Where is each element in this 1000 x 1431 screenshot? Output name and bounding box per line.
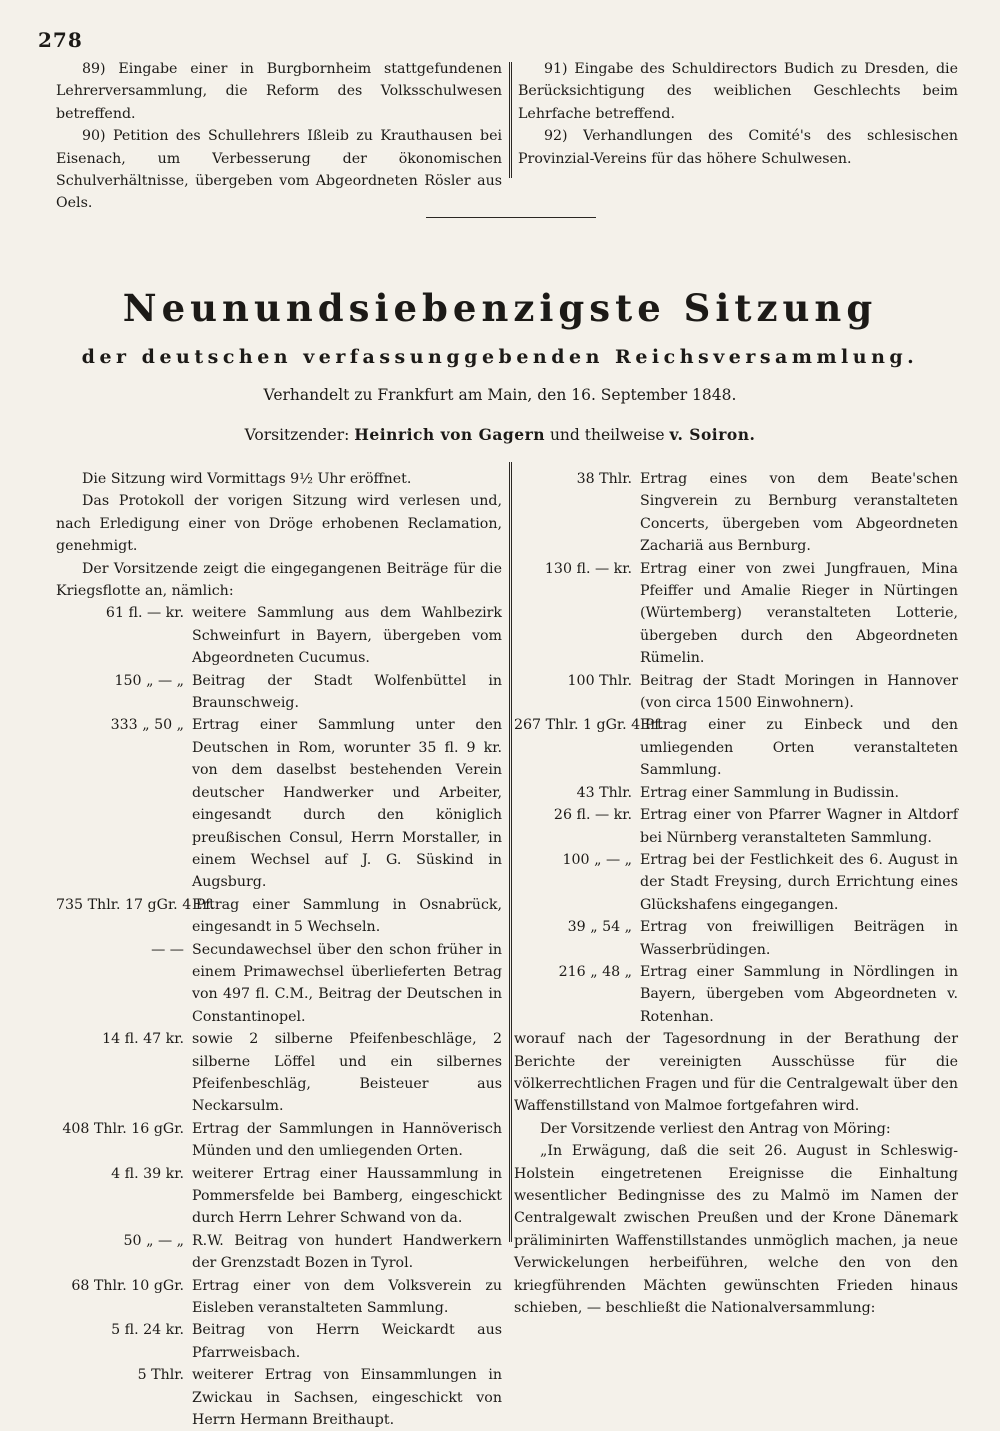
motion-intro: Der Vorsitzende verliest den Antrag von Möring: xyxy=(540,1120,891,1137)
contribution-list-right xyxy=(514,468,958,1028)
contribution-description: Secundawechsel über den schon früher in einem Primawechsel überlieferten Betrag von 497 fl. C.M., Beitrag der Deutschen in Constantinopel. xyxy=(192,941,502,1025)
contribution-description: Ertrag eines von dem Beate'schen Singverein zu Bernburg veranstalteten Concerts, übergeben vom Abgeordneten Zachariä aus Bernburg. xyxy=(640,471,958,555)
petition-92: 92) Verhandlungen des Comité's des schlesischen Provinzial-Vereins für das höhere Schulwesen. xyxy=(518,128,958,167)
column-divider-top xyxy=(509,62,512,178)
contribution-entry xyxy=(514,916,958,961)
contribution-amount: 61 fl. — kr. xyxy=(105,605,184,622)
contribution-amount: 4 fl. 39 kr. xyxy=(111,1165,184,1182)
contribution-description: weitere Sammlung aus dem Wahlbezirk Schweinfurt in Bayern, übergeben vom Abgeordneten Cucumus. xyxy=(192,605,502,667)
session-subtitle: der deutschen verfassunggebenden Reichsversammlung. xyxy=(81,346,919,368)
contribution-description: Ertrag einer Sammlung in Osnabrück, eingesandt in 5 Wechseln. xyxy=(192,896,502,936)
contribution-amount: 39 „ 54 „ xyxy=(567,919,632,936)
place-date: Verhandelt zu Frankfurt am Main, den 16. September 1848. xyxy=(263,386,737,404)
contribution-entry xyxy=(56,1163,502,1230)
contribution-description: Ertrag der Sammlungen in Hannöverisch Münden und den umliegenden Orten. xyxy=(192,1120,502,1160)
contribution-description: Ertrag bei der Festlichkeit des 6. August in der Stadt Freysing, durch Errichtung eines Glückshafens eingegangen. xyxy=(640,851,958,913)
section-divider xyxy=(426,217,596,218)
agenda-continuation: worauf nach der Tagesordnung in der Berathung der Berichte der vereinigten Ausschüsse für die völkerrechtlichen Fragen und für die Centralgewalt über den Waffenstillstand von Malmoe fortgefahren wird. xyxy=(514,1031,958,1115)
page-number: 278 xyxy=(38,28,83,52)
contribution-amount: 735 Thlr. 17 gGr. 4 Pf. xyxy=(56,896,215,913)
contribution-amount: 267 Thlr. 1 gGr. 4 Pf. xyxy=(514,717,664,734)
opening-statement: Die Sitzung wird Vormittags 9½ Uhr eröffnet. xyxy=(82,471,412,487)
contribution-entry xyxy=(56,1364,502,1431)
chair-name: Heinrich von Gagern xyxy=(354,425,546,444)
contribution-entry xyxy=(514,558,958,670)
contribution-description: Ertrag einer von dem Volksverein zu Eisleben veranstalteten Sammlung. xyxy=(192,1277,502,1317)
petition-89: 89) Eingabe einer in Burgbornheim stattgefundenen Lehrerversammlung, die Reform des Volksschulwesen betreffend. xyxy=(56,61,502,122)
contribution-description: weiterer Ertrag von Einsammlungen in Zwickau in Sachsen, eingeschickt von Herrn Hermann Breithaupt. xyxy=(192,1367,502,1429)
contribution-description: Beitrag von Herrn Weickardt aus Pfarrweisbach. xyxy=(192,1322,502,1361)
contribution-amount: 100 „ — „ xyxy=(562,851,632,868)
contribution-entry xyxy=(56,670,502,715)
contribution-description: weiterer Ertrag einer Haussammlung in Pommersfelde bei Bamberg, eingeschickt durch Herrn Lehrer Schwand von da. xyxy=(192,1165,502,1227)
contribution-entry xyxy=(514,849,958,916)
chair-second: v. Soiron. xyxy=(669,425,756,444)
contribution-amount: — — xyxy=(151,941,184,958)
contribution-entry xyxy=(56,1319,502,1364)
contribution-entry xyxy=(56,714,502,893)
contribution-description: Ertrag einer von zwei Jungfrauen, Mina Pfeiffer und Amalie Rieger in Nürtingen (Würtemberg) veranstalteten Lotterie, übergeben durch den Abgeordneten Rümelin. xyxy=(640,560,958,667)
motion-text: „In Erwägung, daß die seit 26. August in Schleswig-Holstein eingetretenen Ereignisse die Einhaltung wesentlicher Bedingnisse des zu Malmö im Namen der Centralgewalt zwischen Preußen und der Krone Dänemark präliminirten Waffenstillstandes unmöglich machen, ja neue Verwickelungen herbeiführen, welche den von den kriegführenden Mächten gewünschten Frieden hinaus schieben, — beschließt die Nationalversammlung: xyxy=(514,1143,958,1317)
contribution-description: Ertrag einer zu Einbeck und den umliegenden Orten veranstalteten Sammlung. xyxy=(640,717,958,779)
contribution-amount: 216 „ 48 „ xyxy=(558,963,632,980)
top-left-column xyxy=(56,58,502,215)
contribution-list-left xyxy=(56,602,502,1431)
chair-mid: und theilweise xyxy=(549,426,665,444)
petition-90: 90) Petition des Schullehrers Ißleib zu Krauthausen bei Eisenach, um Verbesserung der ökonomischen Schulverhältnisse, übergeben vom Abgeordneten Rösler aus Oels. xyxy=(56,128,502,212)
column-divider-bottom xyxy=(509,462,512,1242)
contribution-amount: 408 Thlr. 16 gGr. xyxy=(62,1120,184,1137)
contribution-entry xyxy=(514,961,958,1028)
contribution-amount: 333 „ 50 „ xyxy=(110,717,184,734)
contribution-description: Ertrag einer Sammlung in Budissin. xyxy=(640,784,900,801)
contribution-description: Beitrag der Stadt Moringen in Hannover (von circa 1500 Einwohnern). xyxy=(640,672,958,712)
contribution-amount: 100 Thlr. xyxy=(567,672,632,689)
contribution-entry xyxy=(56,939,502,1029)
contribution-entry xyxy=(56,1275,502,1320)
contribution-description: Ertrag einer Sammlung unter den Deutschen in Rom, worunter 35 fl. 9 kr. von dem daselbst bestehenden Verein deutscher Handwerker und Arbeiter, eingesandt durch den königlich preußischen Consul, Herrn Morstaller, in einem Wechsel auf J. G. Süskind in Augsburg. xyxy=(192,717,502,891)
contribution-amount: 50 „ — „ xyxy=(123,1232,184,1249)
contribution-amount: 5 fl. 24 kr. xyxy=(111,1322,184,1339)
contribution-amount: 26 fl. — kr. xyxy=(553,807,632,824)
contribution-amount: 130 fl. — kr. xyxy=(544,560,632,577)
chair-prefix: Vorsitzender: xyxy=(244,426,350,444)
contribution-entry xyxy=(514,468,958,558)
contribution-entry xyxy=(56,894,502,939)
contribution-description: Ertrag einer von Pfarrer Wagner in Altdorf bei Nürnberg veranstalteten Sammlung. xyxy=(640,807,958,846)
contribution-description: Ertrag einer Sammlung in Nördlingen in Bayern, übergeben vom Abgeordneten v. Rotenhan. xyxy=(640,963,958,1025)
contribution-entry xyxy=(514,714,958,781)
contribution-entry xyxy=(56,1230,502,1275)
contribution-entry xyxy=(514,670,958,715)
lower-right-column xyxy=(514,468,958,1319)
contribution-entry xyxy=(514,804,958,849)
contribution-amount: 5 Thlr. xyxy=(137,1367,184,1384)
contribution-entry xyxy=(56,1028,502,1118)
contribution-amount: 14 fl. 47 kr. xyxy=(102,1031,184,1048)
contribution-description: R.W. Beitrag von hundert Handwerkern der Grenzstadt Bozen in Tyrol. xyxy=(192,1232,502,1272)
chair-line xyxy=(0,425,1000,444)
contribution-amount: 150 „ — „ xyxy=(114,672,184,689)
contribution-description: Beitrag der Stadt Wolfenbüttel in Braunschweig. xyxy=(192,672,502,712)
contribution-entry xyxy=(514,782,958,804)
contribution-amount: 68 Thlr. 10 gGr. xyxy=(71,1277,184,1294)
contributions-intro: Der Vorsitzende zeigt die eingegangenen Beiträge für die Kriegsflotte an, nämlich: xyxy=(56,560,502,600)
petition-91: 91) Eingabe des Schuldirectors Budich zu Dresden, die Berücksichtigung des weiblichen Geschlechts beim Lehrfache betreffend. xyxy=(518,61,958,122)
contribution-entry xyxy=(56,1118,502,1163)
contribution-amount: 43 Thlr. xyxy=(576,784,632,801)
protocol-statement: Das Protokoll der vorigen Sitzung wird verlesen und, nach Erledigung einer von Dröge erhobenen Reclamation, genehmigt. xyxy=(56,493,502,555)
top-right-column xyxy=(518,58,958,170)
contribution-amount: 38 Thlr. xyxy=(576,471,632,487)
session-title: Neunundsiebenzigste Sitzung xyxy=(122,286,878,330)
lower-left-column xyxy=(56,468,502,1431)
contribution-description: Ertrag von freiwilligen Beiträgen in Wasserbrüdingen. xyxy=(640,919,958,958)
contribution-description: sowie 2 silberne Pfeifenbeschläge, 2 silberne Löffel und ein silbernes Pfeifenbeschläg, Beisteuer aus Neckarsulm. xyxy=(192,1031,502,1115)
contribution-entry xyxy=(56,602,502,669)
